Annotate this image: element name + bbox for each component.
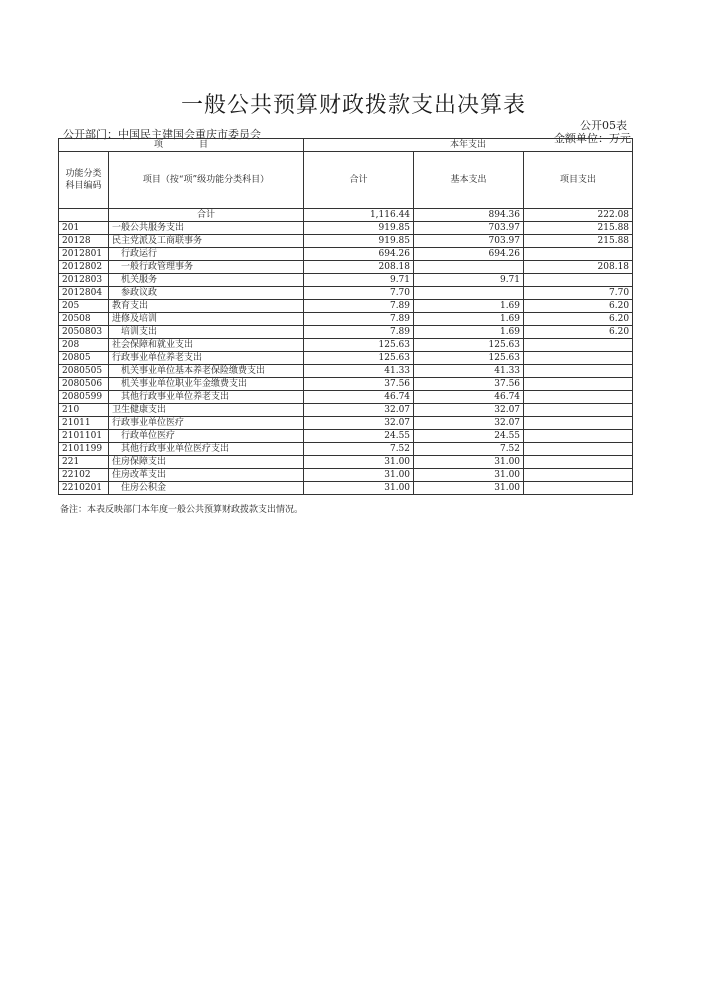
cell-total: 46.74 [304, 391, 414, 404]
cell-name: 一般行政管理事务 [109, 261, 304, 274]
cell-total: 7.89 [304, 300, 414, 313]
cell-total: 24.55 [304, 430, 414, 443]
table-row [59, 235, 633, 248]
cell-basic: 7.52 [414, 443, 524, 456]
cell-basic: 32.07 [414, 417, 524, 430]
cell-basic: 125.63 [414, 352, 524, 365]
cell-name: 住房保障支出 [109, 456, 304, 469]
cell-basic: 37.56 [414, 378, 524, 391]
cell-basic [414, 287, 524, 300]
cell-total: 32.07 [304, 404, 414, 417]
cell-basic: 41.33 [414, 365, 524, 378]
table-row [59, 456, 633, 469]
table-row [59, 404, 633, 417]
cell-name: 卫生健康支出 [109, 404, 304, 417]
cell-project: 6.20 [524, 326, 633, 339]
cell-basic: 9.71 [414, 274, 524, 287]
cell-total: 125.63 [304, 352, 414, 365]
cell-basic: 31.00 [414, 482, 524, 495]
cell-total: 1,116.44 [304, 209, 414, 222]
cell-code: 210 [59, 404, 109, 417]
table-row [59, 339, 633, 352]
cell-project [524, 469, 633, 482]
table-row [59, 222, 633, 235]
table-row [59, 417, 633, 430]
cell-total: 7.89 [304, 313, 414, 326]
header-item-group: 项 目 [59, 139, 304, 152]
cell-project [524, 352, 633, 365]
cell-code: 20128 [59, 235, 109, 248]
cell-code: 205 [59, 300, 109, 313]
cell-name: 行政单位医疗 [109, 430, 304, 443]
cell-basic: 24.55 [414, 430, 524, 443]
cell-total: 32.07 [304, 417, 414, 430]
table-row [59, 391, 633, 404]
header-name: 项目（按“项”级功能分类科目） [109, 152, 304, 209]
cell-name: 合计 [109, 209, 304, 222]
cell-project: 6.20 [524, 300, 633, 313]
cell-total: 31.00 [304, 469, 414, 482]
cell-project: 215.88 [524, 235, 633, 248]
cell-project [524, 482, 633, 495]
table-row [59, 482, 633, 495]
cell-basic: 703.97 [414, 235, 524, 248]
cell-project: 215.88 [524, 222, 633, 235]
table-row [59, 326, 633, 339]
cell-name: 住房改革支出 [109, 469, 304, 482]
cell-name: 其他行政事业单位医疗支出 [109, 443, 304, 456]
cell-name: 一般公共服务支出 [109, 222, 304, 235]
header-basic: 基本支出 [414, 152, 524, 209]
table-row [59, 352, 633, 365]
cell-name: 民主党派及工商联事务 [109, 235, 304, 248]
cell-project [524, 443, 633, 456]
form-number: 公开05表 [580, 119, 627, 132]
table-row [59, 209, 633, 222]
table-row [59, 365, 633, 378]
cell-code: 2050803 [59, 326, 109, 339]
cell-name: 机关事业单位基本养老保险缴费支出 [109, 365, 304, 378]
header-project: 项目支出 [524, 152, 633, 209]
cell-code: 2080599 [59, 391, 109, 404]
cell-total: 125.63 [304, 339, 414, 352]
page-title: 一般公共预算财政拨款支出决算表 [180, 93, 526, 118]
cell-project: 7.70 [524, 287, 633, 300]
cell-code: 201 [59, 222, 109, 235]
cell-project [524, 417, 633, 430]
cell-total: 41.33 [304, 365, 414, 378]
cell-name: 培训支出 [109, 326, 304, 339]
cell-basic: 31.00 [414, 456, 524, 469]
cell-project [524, 339, 633, 352]
cell-name: 机关事业单位职业年金缴费支出 [109, 378, 304, 391]
cell-name: 进修及培训 [109, 313, 304, 326]
cell-project [524, 404, 633, 417]
header-current-year: 本年支出 [304, 139, 633, 152]
cell-basic: 125.63 [414, 339, 524, 352]
cell-total: 208.18 [304, 261, 414, 274]
table-row [59, 248, 633, 261]
cell-basic: 1.69 [414, 326, 524, 339]
cell-total: 919.85 [304, 235, 414, 248]
cell-basic: 1.69 [414, 313, 524, 326]
table-row [59, 313, 633, 326]
cell-project: 222.08 [524, 209, 633, 222]
cell-code: 2101199 [59, 443, 109, 456]
cell-project: 208.18 [524, 261, 633, 274]
cell-code: 20805 [59, 352, 109, 365]
cell-code: 20508 [59, 313, 109, 326]
cell-code: 2012802 [59, 261, 109, 274]
cell-code: 2012801 [59, 248, 109, 261]
cell-code: 2080506 [59, 378, 109, 391]
unit-label: 金额单位：万元 [554, 132, 631, 145]
table-row [59, 430, 633, 443]
cell-total: 7.89 [304, 326, 414, 339]
cell-project [524, 430, 633, 443]
cell-total: 919.85 [304, 222, 414, 235]
cell-basic: 703.97 [414, 222, 524, 235]
cell-basic: 1.69 [414, 300, 524, 313]
table-body [59, 209, 633, 495]
cell-total: 9.71 [304, 274, 414, 287]
cell-code: 2101101 [59, 430, 109, 443]
cell-basic: 32.07 [414, 404, 524, 417]
table-row [59, 443, 633, 456]
cell-project: 6.20 [524, 313, 633, 326]
expenditure-table [58, 138, 633, 495]
cell-code: 2080505 [59, 365, 109, 378]
header-total: 合计 [304, 152, 414, 209]
cell-name: 行政运行 [109, 248, 304, 261]
cell-name: 机关服务 [109, 274, 304, 287]
cell-total: 7.52 [304, 443, 414, 456]
cell-name: 住房公积金 [109, 482, 304, 495]
footnote: 备注：本表反映部门本年度一般公共预算财政拨款支出情况。 [60, 505, 304, 515]
table-row [59, 287, 633, 300]
cell-basic: 31.00 [414, 469, 524, 482]
cell-basic [414, 261, 524, 274]
cell-code: 22102 [59, 469, 109, 482]
cell-code: 221 [59, 456, 109, 469]
cell-basic: 46.74 [414, 391, 524, 404]
cell-project [524, 391, 633, 404]
cell-project [524, 248, 633, 261]
cell-code: 2012804 [59, 287, 109, 300]
table-row [59, 378, 633, 391]
cell-name: 行政事业单位养老支出 [109, 352, 304, 365]
cell-code [59, 209, 109, 222]
cell-total: 37.56 [304, 378, 414, 391]
cell-total: 31.00 [304, 456, 414, 469]
cell-basic: 894.36 [414, 209, 524, 222]
header-code: 功能分类科目编码 [59, 152, 109, 209]
cell-project [524, 456, 633, 469]
cell-total: 7.70 [304, 287, 414, 300]
cell-basic: 694.26 [414, 248, 524, 261]
table-row [59, 261, 633, 274]
cell-code: 21011 [59, 417, 109, 430]
cell-project [524, 378, 633, 391]
cell-code: 2210201 [59, 482, 109, 495]
cell-project [524, 365, 633, 378]
cell-name: 行政事业单位医疗 [109, 417, 304, 430]
cell-name: 教育支出 [109, 300, 304, 313]
table-row [59, 274, 633, 287]
department-label: 公开部门：中国民主建国会重庆市委员会 [63, 128, 261, 141]
cell-code: 2012803 [59, 274, 109, 287]
cell-project [524, 274, 633, 287]
cell-name: 其他行政事业单位养老支出 [109, 391, 304, 404]
table-row [59, 300, 633, 313]
cell-code: 208 [59, 339, 109, 352]
cell-name: 参政议政 [109, 287, 304, 300]
table-row [59, 469, 633, 482]
cell-total: 694.26 [304, 248, 414, 261]
cell-total: 31.00 [304, 482, 414, 495]
cell-name: 社会保障和就业支出 [109, 339, 304, 352]
